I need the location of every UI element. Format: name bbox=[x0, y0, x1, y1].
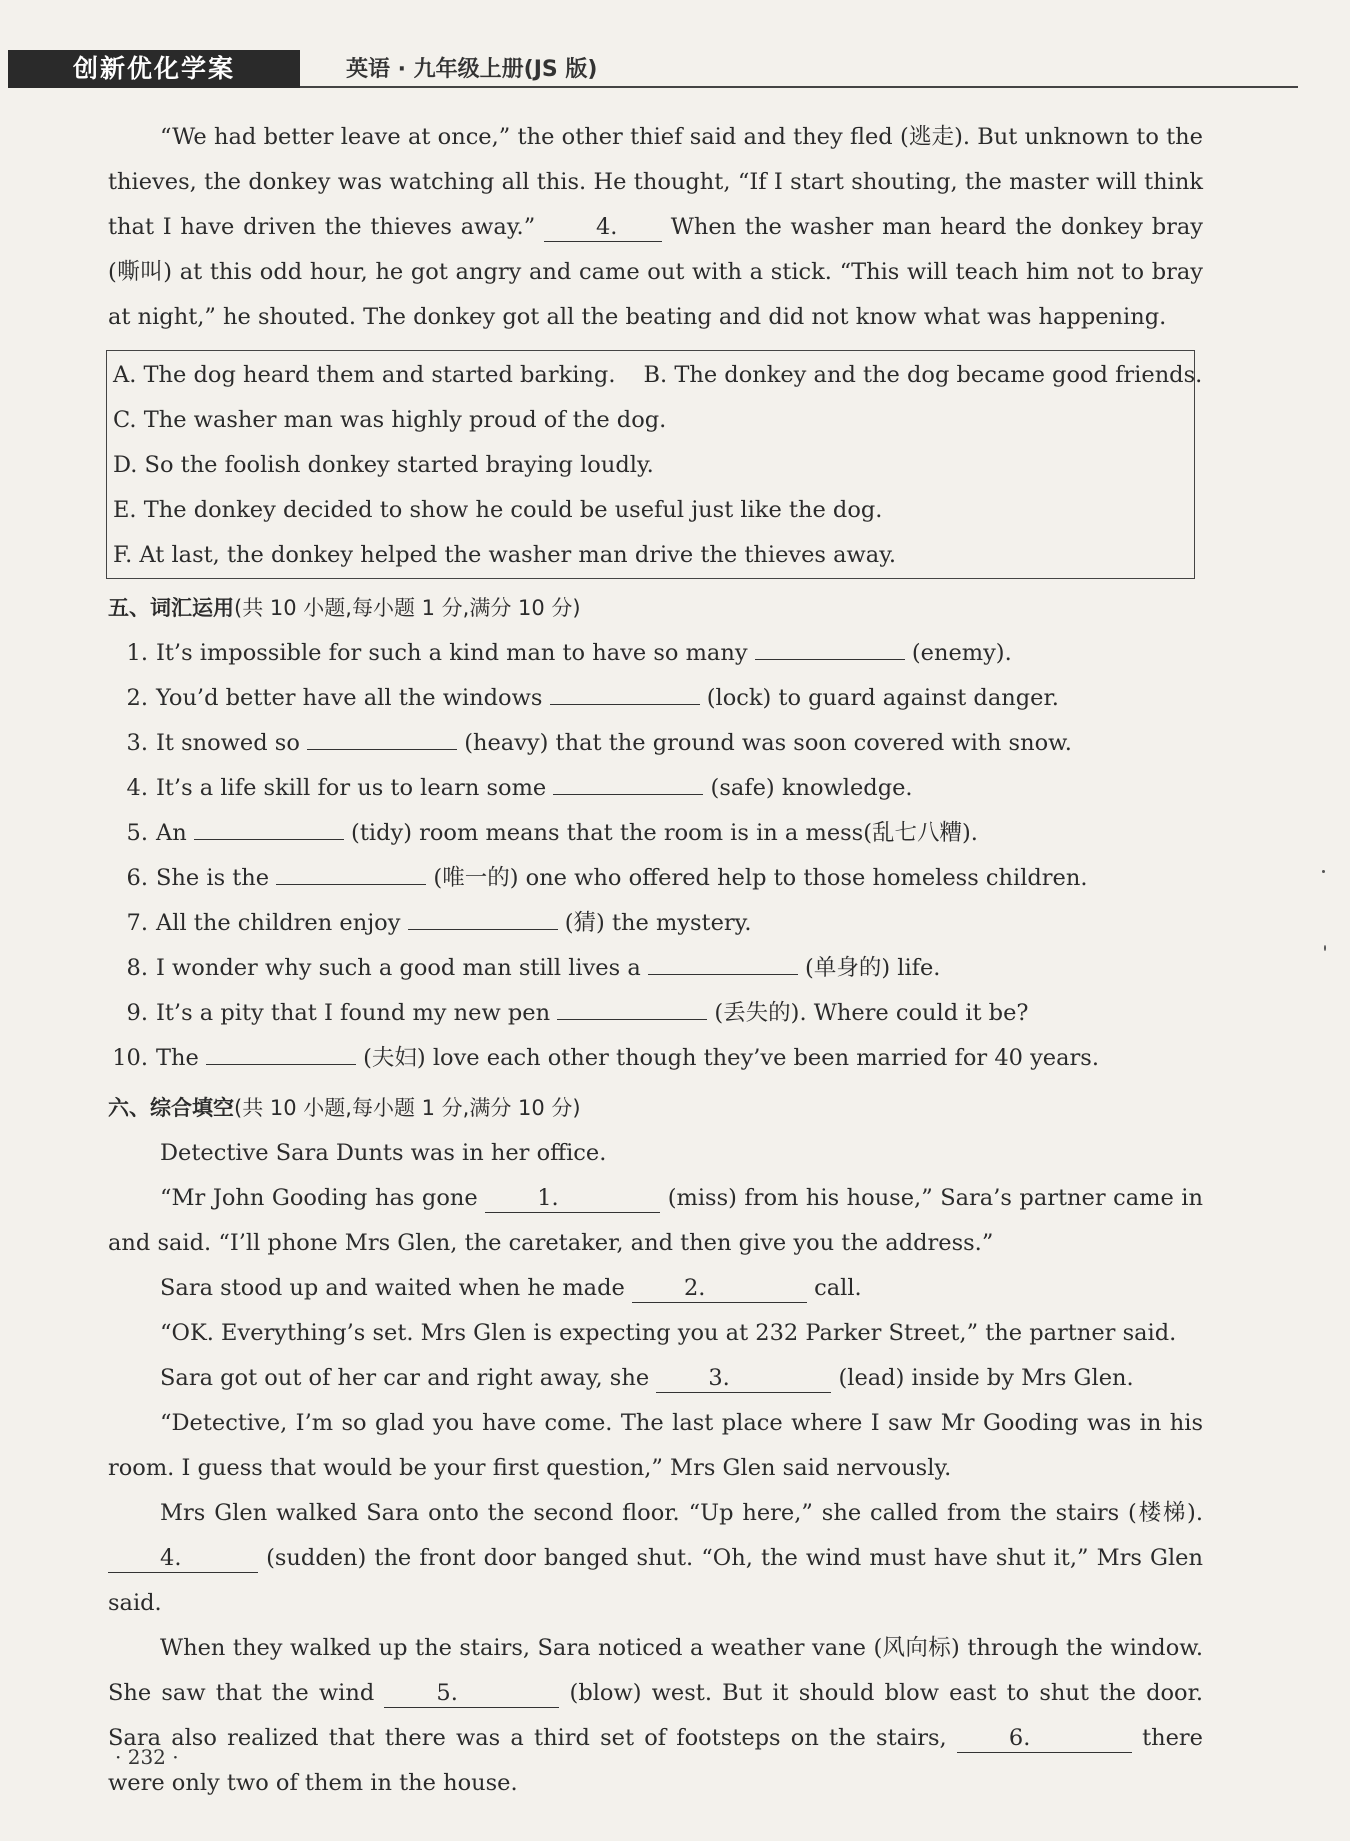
cloze-paragraph: “OK. Everything’s set. Mrs Glen is expecting you at 232 Parker Street,” the partner said. bbox=[160, 1320, 1177, 1346]
vocab-answer-blank[interactable] bbox=[755, 631, 905, 660]
vocab-item bbox=[108, 901, 1203, 946]
vocab-answer-blank[interactable] bbox=[276, 856, 426, 885]
item-text-before: I wonder why such a good man still lives a bbox=[156, 955, 648, 981]
vocab-item bbox=[108, 1036, 1203, 1081]
option-c: C. The washer man was highly proud of the dog. bbox=[113, 407, 667, 433]
cloze-text: (lead) inside by Mrs Glen. bbox=[831, 1365, 1134, 1391]
item-number: 1. bbox=[126, 640, 148, 666]
vocab-answer-blank[interactable] bbox=[557, 991, 707, 1020]
item-text-before: An bbox=[156, 820, 194, 846]
item-text-before: All the children enjoy bbox=[156, 910, 408, 936]
option-a: A. The dog heard them and started barking. bbox=[113, 362, 616, 388]
item-text-after: (enemy). bbox=[904, 640, 1012, 666]
item-text-after: (唯一的) one who offered help to those homeless children. bbox=[426, 865, 1088, 891]
cloze-paragraph bbox=[108, 1626, 1203, 1806]
vocab-item bbox=[108, 721, 1203, 766]
item-number: 10. bbox=[112, 1045, 148, 1071]
section-5-title bbox=[108, 585, 1203, 631]
answer-blank-6[interactable] bbox=[957, 1724, 1132, 1753]
cloze-paragraph bbox=[108, 1176, 1203, 1266]
option-f: F. At last, the donkey helped the washer man drive the thieves away. bbox=[113, 542, 897, 568]
item-text-after: (tidy) room means that the room is in a mess(乱七八糟). bbox=[343, 820, 978, 846]
answer-blank-2[interactable] bbox=[632, 1274, 807, 1303]
item-text-after: (猜) the mystery. bbox=[557, 910, 752, 936]
item-number: 2. bbox=[126, 685, 148, 711]
vocab-item bbox=[108, 811, 1203, 856]
main-content bbox=[108, 115, 1203, 1806]
option-row bbox=[113, 353, 1203, 398]
option-d: D. So the foolish donkey started braying loudly. bbox=[113, 452, 654, 478]
vocab-list bbox=[108, 631, 1203, 1081]
vocab-answer-blank[interactable] bbox=[408, 901, 558, 930]
cloze-paragraph bbox=[108, 1266, 1203, 1311]
item-number: 7. bbox=[126, 910, 148, 936]
cloze-text: When they walked up the stairs, Sara noticed a weather vane (风向标) through the window. She saw that the wind bbox=[108, 1635, 1203, 1706]
item-text-before: It’s impossible for such a kind man to have so many bbox=[156, 640, 755, 666]
blank-number: 5. bbox=[436, 1680, 458, 1706]
item-text-before: It snowed so bbox=[156, 730, 308, 756]
cloze-paragraph bbox=[108, 1356, 1203, 1401]
scan-dot bbox=[1322, 870, 1325, 873]
item-number: 8. bbox=[126, 955, 148, 981]
item-text-before: She is the bbox=[156, 865, 277, 891]
answer-blank-4b[interactable] bbox=[108, 1544, 258, 1573]
vocab-answer-blank[interactable] bbox=[307, 721, 457, 750]
item-number: 5. bbox=[126, 820, 148, 846]
vocab-item bbox=[108, 631, 1203, 676]
blank-number: 2. bbox=[683, 1275, 706, 1301]
cloze-text: (miss) from his house,” Sara’s partner came in and said. “I’ll phone Mrs Glen, the caretaker, and then give you the address.” bbox=[108, 1185, 1203, 1256]
blank-number: 4. bbox=[160, 1545, 182, 1571]
cloze-text: call. bbox=[806, 1275, 862, 1301]
item-number: 3. bbox=[126, 730, 148, 756]
cloze-paragraph bbox=[108, 1491, 1203, 1626]
vocab-item bbox=[108, 991, 1203, 1036]
passage-text: “We had better leave at once,” the other thief said and they fled (逃走). But unknown to the thieves, the donkey was watching all this. He thought, “If I start shouting, the master will think that I have driven the thieves away.” bbox=[108, 124, 1203, 240]
item-text-before: The bbox=[156, 1045, 206, 1071]
passage-paragraph bbox=[108, 115, 1203, 340]
blank-number: 6. bbox=[1008, 1725, 1031, 1751]
vocab-item bbox=[108, 676, 1203, 721]
answer-blank-1[interactable] bbox=[485, 1184, 660, 1213]
section-6-title bbox=[108, 1085, 1203, 1131]
cloze-text: Mrs Glen walked Sara onto the second floor. “Up here,” she called from the stairs (楼梯). bbox=[160, 1500, 1203, 1526]
vocab-item bbox=[108, 946, 1203, 991]
options-box bbox=[106, 350, 1203, 579]
cloze-text: there were only two of them in the house. bbox=[108, 1725, 1204, 1796]
header-rule bbox=[300, 86, 1298, 88]
vocab-answer-blank[interactable] bbox=[550, 676, 700, 705]
item-text-after: (lock) to guard against danger. bbox=[699, 685, 1059, 711]
vocab-answer-blank[interactable] bbox=[206, 1036, 356, 1065]
scan-mark bbox=[1324, 945, 1326, 951]
page-header bbox=[8, 50, 1298, 90]
item-text-before: It’s a pity that I found my new pen bbox=[156, 1000, 558, 1026]
item-text-after: (单身的) life. bbox=[797, 955, 941, 981]
item-text-before: It’s a life skill for us to learn some bbox=[156, 775, 554, 801]
section-heading: 五、词汇运用 bbox=[108, 596, 234, 620]
item-text-before: You’d better have all the windows bbox=[156, 685, 550, 711]
cloze-text: (blow) west. But it should blow east to shut the door. Sara also realized that there was a third set of footsteps on the stairs, bbox=[108, 1680, 1204, 1751]
cloze-paragraph: Detective Sara Dunts was in her office. bbox=[160, 1140, 607, 1166]
cloze-text: “Mr John Gooding has gone bbox=[160, 1185, 486, 1211]
vocab-answer-blank[interactable] bbox=[553, 766, 703, 795]
option-b: B. The donkey and the dog became good friends. bbox=[643, 362, 1203, 388]
cloze-text: (sudden) the front door banged shut. “Oh, the wind must have shut it,” Mrs Glen said. bbox=[108, 1545, 1203, 1616]
cloze-text: Sara stood up and waited when he made bbox=[160, 1275, 632, 1301]
blank-number: 4. bbox=[595, 214, 618, 240]
item-number: 6. bbox=[126, 865, 148, 891]
passage-text: When the washer man heard the donkey bray (嘶叫) at this odd hour, he got angry and came out with a stick. “This will teach him not to bray at night,” he shouted. The donkey got all the beating and did not know what was happening. bbox=[108, 214, 1203, 330]
cloze-text: Sara got out of her car and right away, she bbox=[160, 1365, 657, 1391]
section-note: (共 10 小题,每小题 1 分,满分 10 分) bbox=[234, 596, 581, 620]
answer-blank-3[interactable] bbox=[656, 1364, 831, 1393]
item-number: 4. bbox=[126, 775, 148, 801]
answer-blank-5[interactable] bbox=[384, 1679, 559, 1708]
option-e: E. The donkey decided to show he could be useful just like the dog. bbox=[113, 497, 883, 523]
item-text-after: (夫妇) love each other though they’ve been married for 40 years. bbox=[355, 1045, 1099, 1071]
section-note: (共 10 小题,每小题 1 分,满分 10 分) bbox=[234, 1096, 581, 1120]
vocab-item bbox=[108, 766, 1203, 811]
brand-logo: 创新优化学案 bbox=[8, 50, 300, 88]
blank-number: 1. bbox=[537, 1185, 559, 1211]
vocab-item bbox=[108, 856, 1203, 901]
item-text-after: (heavy) that the ground was soon covered with snow. bbox=[457, 730, 1072, 756]
answer-blank-4[interactable] bbox=[544, 213, 662, 242]
book-title: 英语 · 九年级上册(JS 版) bbox=[346, 57, 598, 82]
section-heading: 六、综合填空 bbox=[108, 1096, 234, 1120]
item-text-after: (safe) knowledge. bbox=[703, 775, 913, 801]
item-number: 9. bbox=[126, 1000, 148, 1026]
cloze-paragraph: “Detective, I’m so glad you have come. The last place where I saw Mr Gooding was in his room. I guess that would be your first question,” Mrs Glen said nervously. bbox=[108, 1410, 1203, 1481]
vocab-answer-blank[interactable] bbox=[194, 811, 344, 840]
vocab-answer-blank[interactable] bbox=[648, 946, 798, 975]
page-number: · 232 · bbox=[115, 1745, 179, 1769]
item-text-after: (丢失的). Where could it be? bbox=[707, 1000, 1029, 1026]
blank-number: 3. bbox=[708, 1365, 730, 1391]
